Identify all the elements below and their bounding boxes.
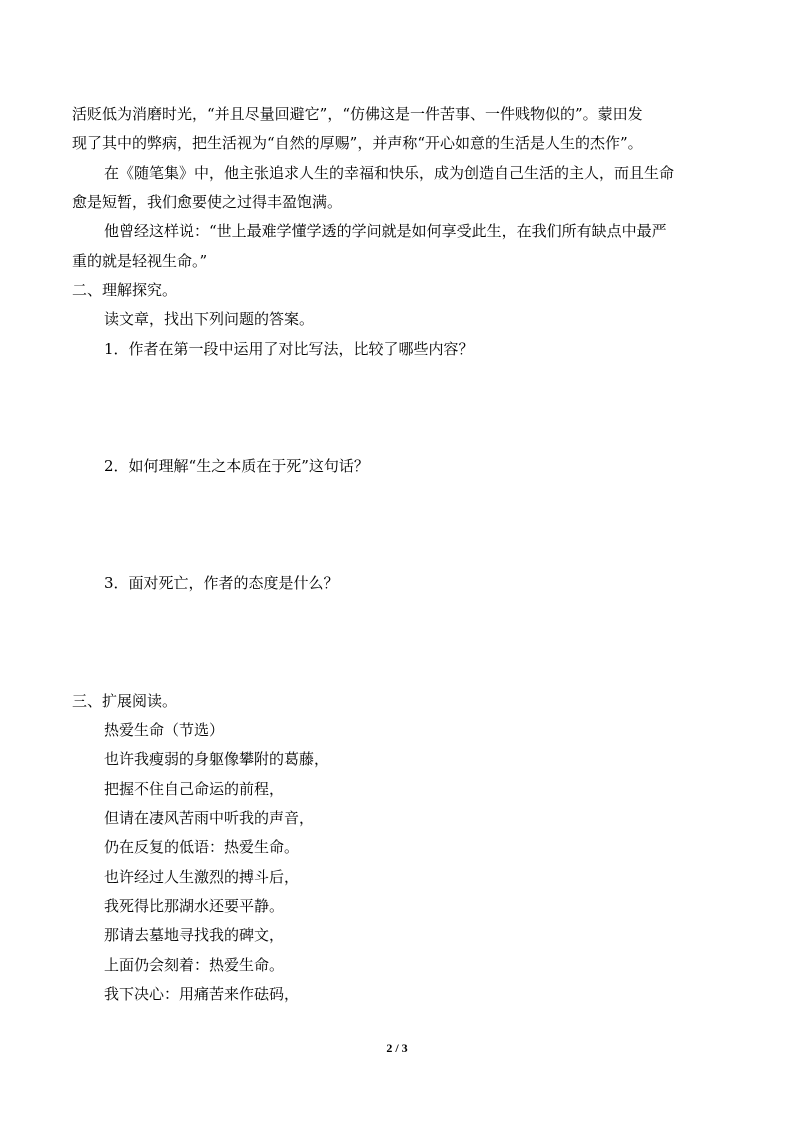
page-number: 2 / 3 bbox=[386, 1041, 408, 1055]
poem-line: 上面仍会刻着：热爱生命。 bbox=[104, 956, 285, 974]
section-heading: 二、理解探究。 bbox=[72, 281, 178, 299]
poem-line: 仍在反复的低语：热爱生命。 bbox=[104, 838, 300, 856]
paragraph-line: 重的就是轻视生命。” bbox=[72, 252, 208, 270]
instruction-text: 读文章，找出下列问题的答案。 bbox=[104, 310, 315, 328]
poem-line: 那请去墓地寻找我的碑文， bbox=[104, 926, 285, 944]
paragraph-line: 活贬低为消磨时光，“并且尽量回避它”，“仿佛这是一件苦事、一件贱物似的”。蒙田发 bbox=[72, 105, 643, 123]
poem-line: 我下决心：用痛苦来作砝码， bbox=[104, 985, 300, 1003]
question-item: 2．如何理解“生之本质在于死”这句话？ bbox=[104, 457, 369, 475]
poem-line: 也许我瘦弱的身躯像攀附的葛藤， bbox=[104, 750, 330, 768]
question-item: 3．面对死亡，作者的态度是什么？ bbox=[104, 574, 339, 592]
paragraph-line: 现了其中的弊病，把生活视为“自然的厚赐”，并声称“开心如意的生活是人生的杰作”。 bbox=[72, 134, 643, 152]
poem-line: 但请在凄风苦雨中听我的声音， bbox=[104, 809, 315, 827]
poem-line: 也许经过人生激烈的搏斗后， bbox=[104, 868, 300, 886]
paragraph-line: 在《随笔集》中，他主张追求人生的幸福和快乐，成为创造自己生活的主人，而且生命 bbox=[104, 164, 675, 182]
question-item: 1．作者在第一段中运用了对比写法，比较了哪些内容？ bbox=[104, 340, 474, 358]
poem-title: 热爱生命（节选） bbox=[104, 721, 225, 739]
section-heading: 三、扩展阅读。 bbox=[72, 692, 178, 710]
paragraph-line: 愈是短暂，我们愈要使之过得丰盈饱满。 bbox=[72, 193, 343, 211]
poem-line: 我死得比那湖水还要平静。 bbox=[104, 897, 285, 915]
paragraph-line: 他曾经这样说：“世上最难学懂学透的学问就是如何享受此生，在我们所有缺点中最严 bbox=[104, 222, 667, 240]
poem-line: 把握不住自己命运的前程， bbox=[104, 780, 285, 798]
